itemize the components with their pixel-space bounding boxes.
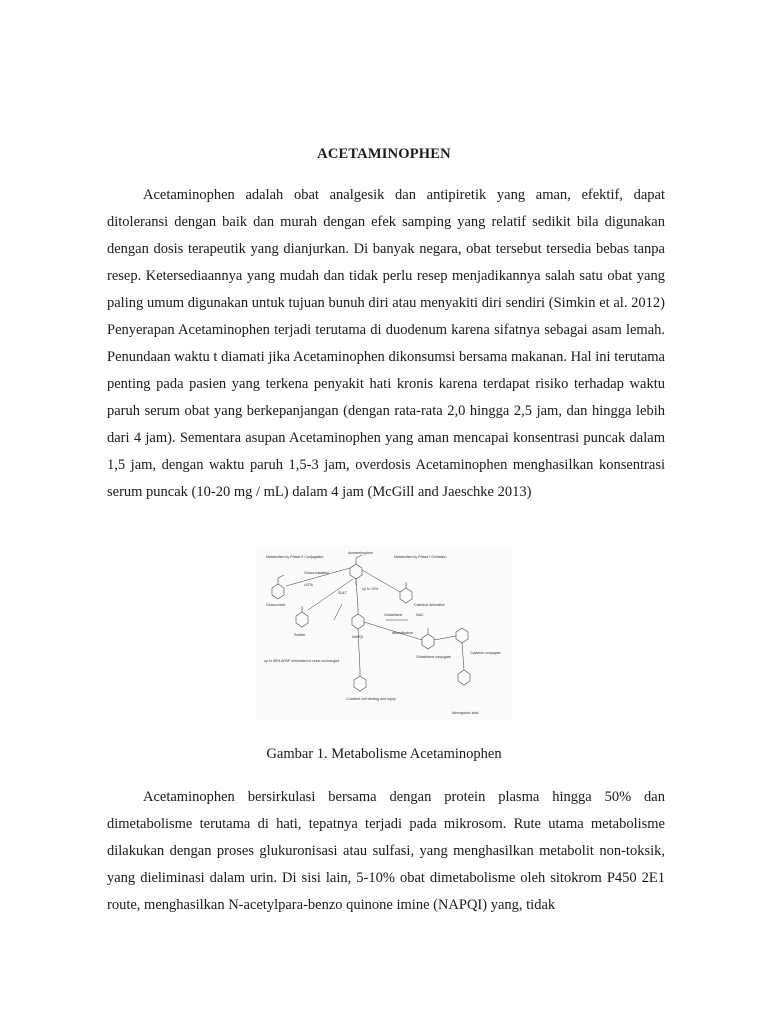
label-glucuronidation: Glucuronidation [304,571,330,575]
label-ugt: UGTs [304,583,313,587]
label-sult: SULT [338,591,347,595]
paragraph-text: Acetaminophen adalah obat analgesik dan antipiretik yang aman, efektif, dapat ditoleransi dengan baik dan murah dengan efek samping yang relatif sedikit bila digunakan dengan dosis terapeutik yang dianjurkan. Di banyak negara, obat tersebut tersedia bebas tanpa resep. Ketersediaannya yang mudah dan tidak perlu resep menjadikannya salah satu obat yang paling umum digunakan untuk tujuan bunuh diri atau menyakiti diri sendiri (Simkin et al. 2012) Penyerapan Acetaminophen terjadi terutama di duodenum karena sifatnya sebagai asam lemah. Penundaan waktu t diamati jika Acetaminophen dikonsumsi bersama makanan. Hal ini terutama penting pada pasien yang terkena penyakit hati kronis karena terdapat risiko terhadap waktu paruh serum obat yang berkepanjangan (dengan rata-rata 2,0 hingga 2,5 jam, dan hingga lebih dari 4 jam). Sementara asupan Acetaminophen yang aman mencapai konsentrasi puncak dalam 1,5 jam, dengan waktu paruh 1,5-3 jam, overdosis Acetaminophen menghasilkan konsentrasi serum puncak (10-20 mg / mL) dalam 4 jam (McGill and Jaeschke 2013) [107,187,665,500]
label-catechol: Catechol derivative [414,603,445,607]
label-napqi: NAPQI [352,635,364,639]
document-title: ACETAMINOPHEN [317,146,451,162]
figure-caption: Gambar 1. Metabolisme Acetaminophen [266,746,502,762]
label-cyp: up to 10% [362,587,379,591]
label-phase-ii: Metabolism by Phase II Conjugation [266,555,324,559]
label-gsh-conjugate: Glutathione conjugate [416,655,451,659]
label-cell-injury: Covalent cell binding and injury [346,697,396,701]
paragraph-metabolism [107,784,665,919]
label-mercapturic: Mercapturic acid [452,711,479,715]
metabolism-figure [256,546,512,721]
paragraph-text: Acetaminophen bersirkulasi bersama dengan protein plasma hingga 50% dan dimetabolisme terutama di hati, tepatnya terjadi pada mikrosom. Rute utama metabolisme dilakukan dengan proses glukuronisasi atau sulfasi, yang menghasilkan metabolit non-toksik, yang dieliminasi dalam urin. Di sisi lain, 5-10% obat dimetabolisme oleh sitokrom P450 2E1 route, menghasilkan N-acetylpara-benzo quinone imine (NAPQI) yang, tidak [107,789,665,913]
label-phase-i: Metabolism by Phase I Oxidation [394,555,447,559]
label-glucuronide: Glucuronide [266,603,286,607]
label-sulfate: Sulfate [294,633,306,637]
label-nac: NAC [416,613,424,617]
label-acetaminophen: Acetaminophen [348,551,373,555]
label-glutathione: Glutathione [384,613,403,617]
label-left-note: up to 85% APAP eliminated in urine unchanged [264,659,340,663]
label-cysteine: Cysteine conjugate [470,651,501,655]
paragraph-intro [107,182,665,506]
metabolism-diagram [256,546,512,721]
label-detox: detoxification [392,631,413,635]
